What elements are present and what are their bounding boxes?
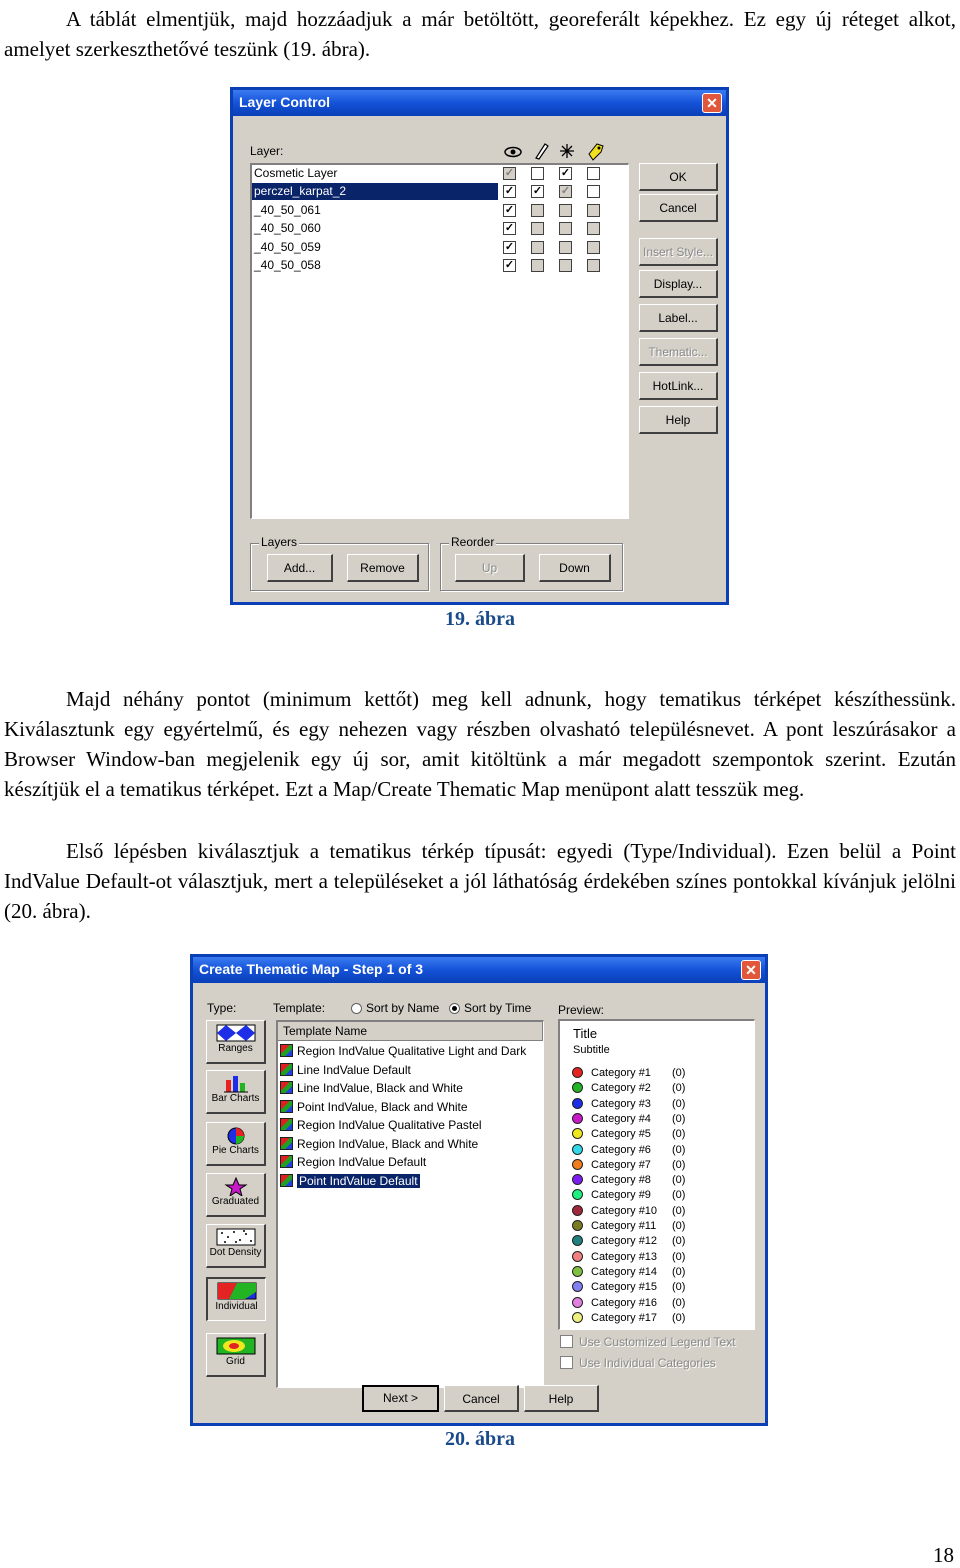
dialog-title: Create Thematic Map - Step 1 of 3 (199, 961, 424, 977)
template-icon (280, 1100, 293, 1113)
legend-category (572, 1097, 686, 1112)
type-label: Graduated (211, 1196, 260, 1207)
visible-checkbox[interactable]: ✓ (504, 167, 515, 179)
template-icon (280, 1174, 293, 1187)
legend-category (572, 1234, 686, 1249)
category-label: Category #10 (591, 1204, 658, 1217)
legend-category (572, 1143, 686, 1158)
category-count: (0) (672, 1311, 686, 1324)
up-button[interactable] (455, 554, 525, 582)
category-label: Category #2 (591, 1082, 651, 1095)
grid-icon (216, 1337, 256, 1356)
template-icon (280, 1081, 293, 1094)
sort-by-time-label: Sort by Time (464, 1001, 532, 1015)
layer-name: Cosmetic Layer (254, 166, 338, 180)
legend-category (572, 1265, 686, 1280)
template-name: Region IndValue, Black and White (297, 1136, 479, 1151)
individual-icon (217, 1282, 257, 1301)
category-label: Category #3 (591, 1097, 651, 1110)
editable-checkbox[interactable] (531, 167, 544, 180)
sort-by-time-radio[interactable] (449, 1001, 531, 1015)
template-row[interactable] (280, 1080, 463, 1097)
visible-checkbox[interactable]: ✓ (504, 185, 515, 198)
help-button-label: Help (548, 1392, 574, 1406)
editable-checkbox[interactable]: ✓ (532, 185, 543, 198)
legend-category (572, 1081, 686, 1096)
type-graduated-button[interactable] (206, 1173, 266, 1217)
selectable-checkbox[interactable] (559, 204, 572, 217)
category-count: (0) (672, 1281, 686, 1294)
cursor-icon (560, 144, 574, 158)
checkbox-box (560, 1335, 573, 1348)
layer-list[interactable] (250, 163, 629, 519)
eye-icon (505, 148, 521, 157)
thematic-button-label: Thematic... (648, 345, 708, 359)
type-dot-density-button[interactable] (206, 1224, 266, 1268)
legend-dot-icon (572, 1297, 583, 1308)
down-button-label: Down (559, 561, 590, 575)
thematic-button[interactable] (639, 338, 718, 366)
layer-row[interactable] (252, 183, 498, 200)
figure-19-caption: 19. ábra (445, 608, 515, 630)
autolabel-checkbox[interactable] (587, 222, 600, 235)
cancel-button-label: Cancel (462, 1392, 500, 1406)
type-label: Dot Density (209, 1247, 262, 1258)
legend-category (572, 1112, 686, 1127)
category-label: Category #12 (591, 1235, 658, 1248)
use-customized-legend-label: Use Customized Legend Text (579, 1335, 736, 1349)
legend-dot-icon (572, 1174, 583, 1185)
legend-category (572, 1219, 686, 1234)
display-button[interactable] (639, 270, 718, 298)
template-name: Point IndValue, Black and White (297, 1099, 468, 1114)
category-count: (0) (672, 1128, 686, 1141)
template-row[interactable] (280, 1173, 420, 1190)
category-count: (0) (672, 1189, 686, 1202)
ok-button[interactable] (639, 163, 718, 191)
display-button-label: Display... (653, 277, 703, 291)
type-label: Pie Charts (212, 1145, 259, 1156)
layer-row[interactable] (252, 202, 498, 219)
cancel-button-label: Cancel (659, 201, 697, 215)
legend-dot-icon (572, 1281, 583, 1292)
legend-dot-icon (572, 1082, 583, 1093)
visible-checkbox[interactable]: ✓ (504, 203, 515, 216)
legend-dot-icon (572, 1189, 583, 1200)
template-icon (280, 1118, 293, 1131)
cancel-button[interactable] (444, 1385, 519, 1412)
title-bar[interactable] (233, 90, 726, 116)
reorder-group-title: Reorder (451, 535, 495, 549)
layer-name: perczel_karpat_2 (254, 184, 347, 199)
down-button[interactable] (539, 554, 611, 582)
template-row[interactable] (280, 1117, 482, 1134)
category-count: (0) (672, 1067, 686, 1079)
tag-icon (589, 144, 603, 160)
autolabel-checkbox[interactable] (587, 259, 600, 272)
legend-category (572, 1296, 686, 1311)
template-name: Region IndValue Default (297, 1155, 427, 1169)
close-button[interactable]: ✕ (702, 93, 722, 113)
legend-category (572, 1188, 686, 1203)
radio-circle (351, 1003, 362, 1014)
category-label: Category #14 (591, 1265, 658, 1278)
layer-name: _40_50_061 (254, 202, 321, 217)
category-label: Category #8 (591, 1174, 651, 1187)
category-count: (0) (672, 1235, 686, 1248)
title-bar[interactable] (193, 957, 765, 983)
autolabel-checkbox[interactable] (587, 204, 600, 217)
template-name: Line IndValue, Black and White (297, 1081, 463, 1095)
label-button[interactable] (639, 304, 718, 332)
template-row[interactable] (280, 1136, 478, 1153)
hotlink-button-label: HotLink... (652, 379, 704, 393)
use-individual-categories-checkbox[interactable] (560, 1356, 716, 1370)
category-label: Category #11 (591, 1220, 657, 1232)
checkbox-box (560, 1356, 573, 1369)
selectable-checkbox[interactable] (559, 259, 572, 272)
visible-checkbox[interactable]: ✓ (504, 222, 515, 235)
template-row[interactable] (280, 1043, 526, 1060)
category-count: (0) (672, 1158, 686, 1171)
template-icon (280, 1137, 293, 1150)
visible-checkbox[interactable]: ✓ (504, 259, 515, 271)
autolabel-checkbox[interactable] (587, 167, 600, 180)
category-label: Category #5 (591, 1128, 651, 1141)
type-label: Individual (215, 1301, 258, 1312)
layer-name: _40_50_059 (254, 239, 321, 254)
layer-name: _40_50_060 (254, 221, 321, 236)
type-label: Grid (226, 1356, 245, 1367)
dialog-title: Layer Control (239, 94, 331, 110)
visible-checkbox[interactable]: ✓ (504, 240, 515, 253)
insert-style-button-label: Insert Style... (642, 245, 714, 259)
next-button[interactable] (362, 1385, 439, 1412)
layer-row[interactable] (252, 165, 498, 182)
figure-20-caption: 20. ábra (445, 1428, 515, 1450)
category-count: (0) (672, 1143, 686, 1156)
category-count: (0) (672, 1250, 686, 1263)
type-label: Type: (207, 1001, 237, 1015)
category-label: Category #17 (591, 1311, 658, 1324)
template-name: Point IndValue Default (299, 1173, 418, 1188)
category-count: (0) (672, 1112, 686, 1125)
legend-dot-icon (572, 1235, 583, 1246)
legend-dot-icon (572, 1205, 583, 1216)
legend-dot-icon (572, 1266, 583, 1277)
remove-button[interactable] (347, 554, 419, 582)
legend-dot-icon (572, 1312, 583, 1323)
layer-row[interactable] (252, 239, 498, 256)
type-individual-button[interactable] (206, 1277, 266, 1321)
category-label: Category #6 (591, 1143, 651, 1156)
layer-name: _40_50_058 (254, 258, 321, 272)
template-label: Template: (273, 1001, 326, 1015)
use-customized-legend-checkbox[interactable] (560, 1335, 736, 1349)
category-label: Category #7 (591, 1158, 651, 1171)
autolabel-checkbox[interactable] (587, 241, 600, 254)
editable-checkbox[interactable] (531, 222, 544, 235)
type-pie-charts-button[interactable] (206, 1122, 266, 1166)
template-icon (280, 1155, 293, 1168)
category-label: Category #9 (591, 1189, 651, 1202)
help-button[interactable] (639, 406, 718, 434)
radio-circle (449, 1003, 460, 1014)
hotlink-button[interactable] (639, 372, 718, 400)
create-thematic-map-dialog (190, 954, 768, 1426)
type-label: Bar Charts (211, 1093, 260, 1104)
preview-label: Preview: (558, 1003, 605, 1017)
sort-by-name-radio[interactable] (351, 1001, 439, 1015)
close-button[interactable]: ✕ (741, 960, 761, 980)
layer-label: Layer: (250, 144, 284, 158)
legend-category (572, 1311, 686, 1326)
sort-by-name-label: Sort by Name (366, 1001, 440, 1015)
category-count: (0) (672, 1220, 686, 1232)
category-count: (0) (672, 1097, 686, 1110)
category-count: (0) (672, 1204, 686, 1217)
category-label: Category #16 (591, 1296, 658, 1309)
selectable-checkbox[interactable]: ✓ (560, 167, 571, 179)
dot-density-icon (216, 1228, 256, 1247)
legend-category (572, 1173, 686, 1188)
reorder-group (440, 535, 623, 591)
category-count: (0) (672, 1296, 686, 1309)
legend-category (572, 1250, 686, 1265)
legend-dot-icon (572, 1113, 583, 1124)
ranges-icon (216, 1024, 256, 1043)
legend-dot-icon (572, 1220, 583, 1231)
intro-paragraph: A táblát elmentjük, majd hozzáadjuk a már betöltött, georeferált képekhez. Ez egy új réteget alkot, amelyet szerkeszthetővé teszünk (19. ábra). (4, 7, 956, 61)
ok-button-label: OK (669, 170, 687, 184)
label-button-label: Label... (658, 311, 698, 325)
type-ranges-button[interactable] (206, 1020, 266, 1064)
bar-chart-icon (216, 1074, 256, 1093)
legend-dot-icon (572, 1159, 583, 1170)
editable-checkbox[interactable] (531, 204, 544, 217)
layers-group (250, 535, 429, 591)
help-button[interactable] (524, 1385, 599, 1412)
type-bar-charts-button[interactable] (206, 1070, 266, 1114)
legend-dot-icon (572, 1251, 583, 1262)
autolabel-checkbox[interactable] (587, 185, 600, 198)
editable-checkbox[interactable] (531, 259, 544, 272)
body-paragraph-2: Első lépésben kiválasztjuk a tematikus térkép típusát: egyedi (Type/Individual). Ezen belül a Point IndValue Default-ot választjuk, mert a településeket a jól láthatóság érdekében színes pontokkal kívánjuk jelölni (20. ábra). (4, 839, 956, 923)
preview-title: Title (573, 1026, 598, 1041)
legend-category (572, 1127, 686, 1142)
template-name-header[interactable]: Template Name (278, 1022, 543, 1041)
pencil-icon (536, 144, 548, 159)
preview-subtitle: Subtitle (573, 1044, 610, 1056)
layer-row[interactable] (252, 220, 498, 237)
template-row[interactable] (280, 1062, 411, 1079)
legend-dot-icon (572, 1144, 583, 1155)
legend-category (572, 1204, 686, 1219)
template-name: Line IndValue Default (297, 1062, 411, 1077)
help-button-label: Help (665, 413, 691, 427)
add-button-label: Add... (283, 561, 316, 575)
selectable-checkbox[interactable] (559, 241, 572, 254)
preview-panel (558, 1019, 755, 1330)
legend-category (572, 1066, 686, 1081)
type-grid-button[interactable] (206, 1333, 266, 1377)
column-icons (503, 140, 613, 162)
legend-dot-icon (572, 1098, 583, 1109)
body-paragraph-1: Majd néhány pontot (minimum kettőt) meg kell adnunk, hogy tematikus térképet készíthessünk. Kiválasztunk egy egyértelmű, és egy nehezen vagy részben olvasható településnevet. A pont leszúrásakor a Browser Window-ban megjelenik egy új sor, amit kitöltünk a már megadott szempontok szerint. Ezután készítjük el a tematikus térképet. Ezt a Map/Create Thematic Map menüpont alatt tesszük meg. (4, 687, 956, 801)
layer-control-dialog (230, 87, 729, 605)
cancel-button[interactable] (639, 194, 718, 222)
template-name: Region IndValue Qualitative Light and Dark (297, 1044, 527, 1058)
legend-dot-icon (572, 1128, 583, 1139)
template-row[interactable] (280, 1099, 468, 1116)
up-button-label: Up (481, 561, 498, 575)
legend-category (572, 1280, 686, 1295)
category-count: (0) (672, 1174, 686, 1187)
category-count: (0) (672, 1265, 686, 1278)
insert-style-button[interactable] (639, 238, 718, 266)
selectable-checkbox[interactable] (559, 222, 572, 235)
category-label: Category #13 (591, 1250, 658, 1263)
remove-button-label: Remove (360, 561, 405, 575)
type-label: Ranges (218, 1043, 253, 1054)
legend-category (572, 1158, 686, 1173)
category-label: Category #4 (591, 1112, 651, 1125)
category-label: Category #1 (591, 1067, 651, 1079)
category-count: (0) (672, 1082, 686, 1095)
template-name: Region IndValue Qualitative Pastel (297, 1118, 482, 1132)
use-individual-categories-label: Use Individual Categories (579, 1356, 716, 1370)
pie-chart-icon (216, 1126, 256, 1145)
add-button[interactable] (267, 554, 333, 582)
next-button-label: Next > (382, 1391, 418, 1405)
legend-dot-icon (572, 1067, 583, 1078)
template-list[interactable] (276, 1020, 544, 1388)
category-label: Category #15 (591, 1281, 658, 1294)
page-number: 18 (933, 1543, 954, 1567)
layer-row[interactable] (252, 257, 498, 274)
template-icon (280, 1044, 293, 1057)
template-icon (280, 1063, 293, 1076)
template-row[interactable] (280, 1154, 426, 1171)
selectable-checkbox[interactable]: ✓ (560, 185, 571, 198)
graduated-star-icon (216, 1177, 256, 1196)
editable-checkbox[interactable] (531, 241, 544, 254)
layers-group-title: Layers (261, 535, 298, 549)
